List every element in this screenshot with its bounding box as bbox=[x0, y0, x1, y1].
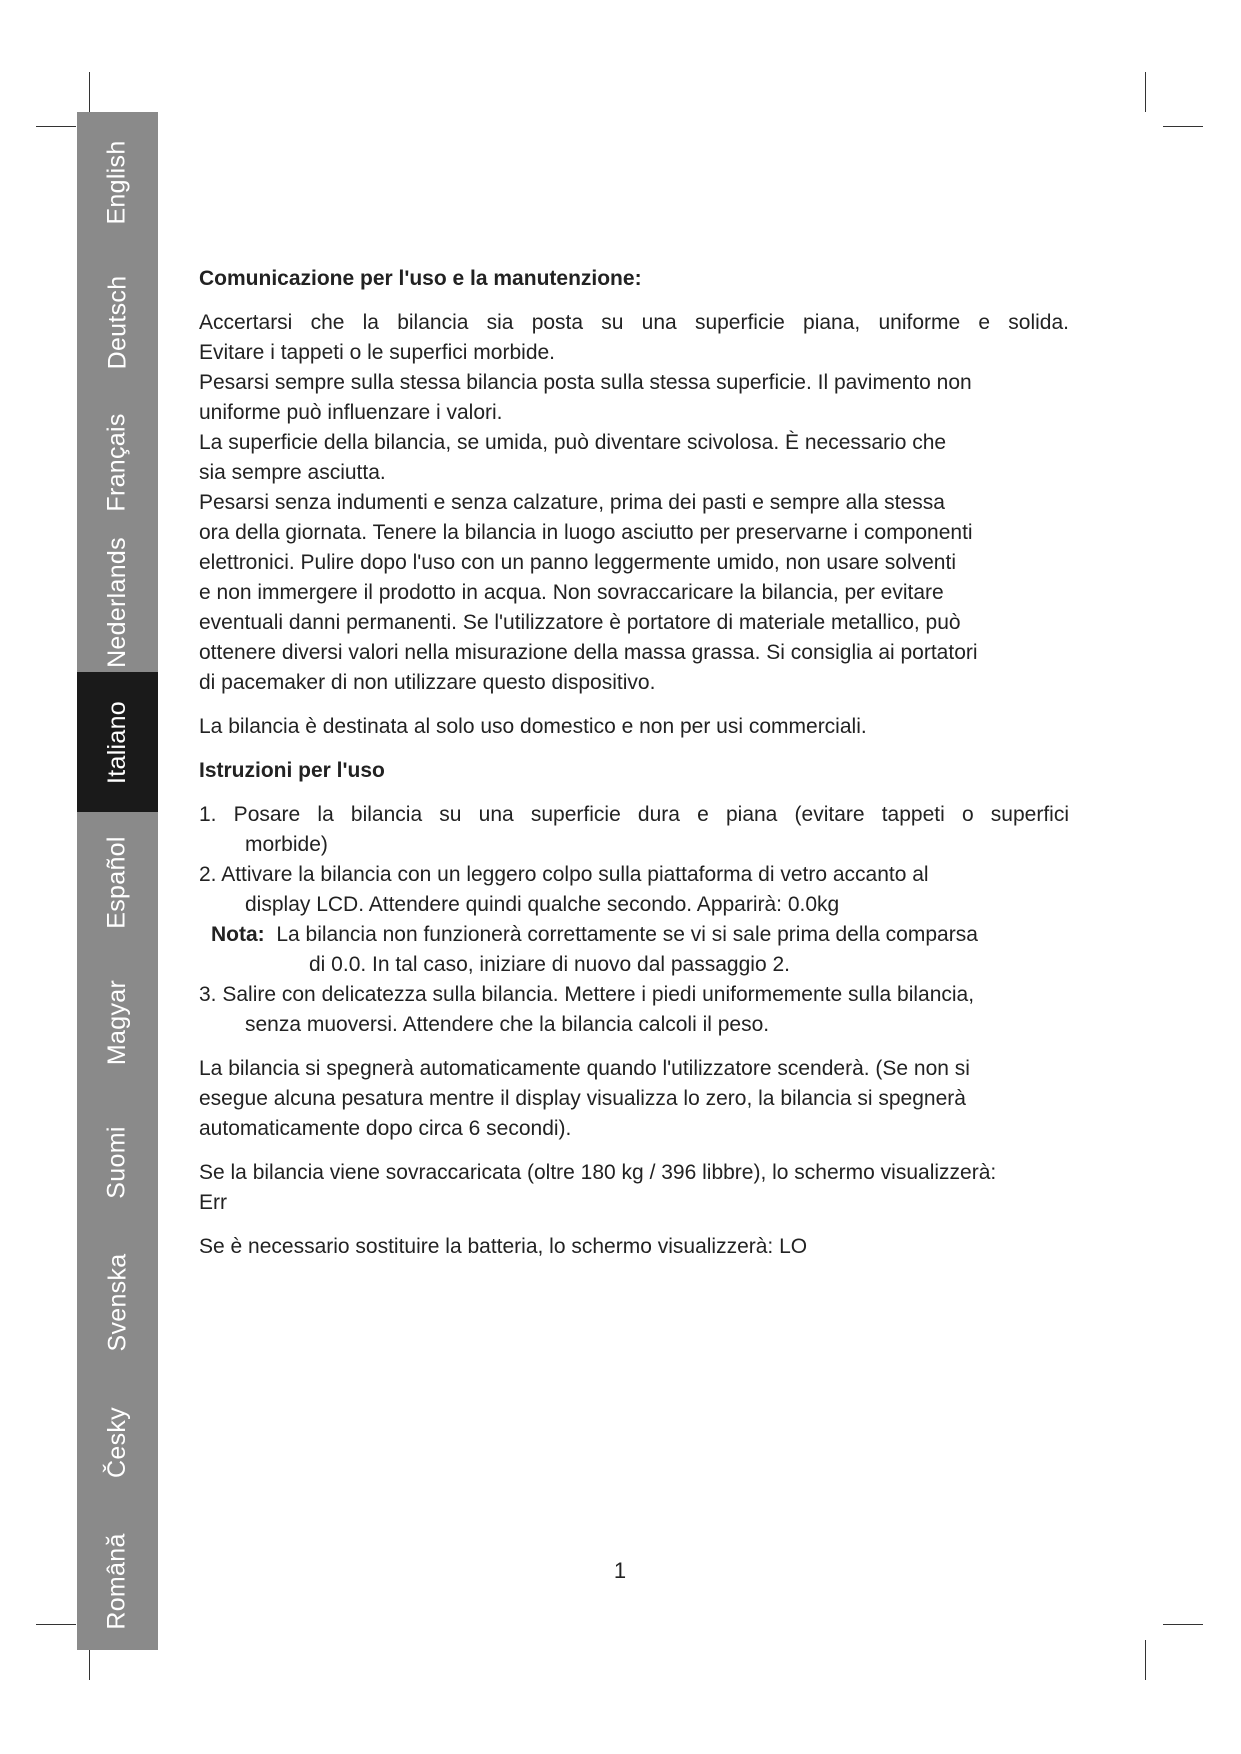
language-tab-deutsch[interactable] bbox=[77, 252, 158, 392]
crop-mark-top-left-horizontal bbox=[36, 126, 76, 127]
language-tab-magyar[interactable] bbox=[77, 952, 158, 1092]
page-number: 1 bbox=[613, 1558, 627, 1583]
crop-mark-bottom-right-vertical bbox=[1145, 1640, 1146, 1680]
language-tab-label: Svenska bbox=[103, 1253, 131, 1351]
crop-mark-bottom-left-horizontal bbox=[36, 1624, 76, 1625]
section-title-instructions: Istruzioni per l'uso bbox=[199, 759, 385, 782]
language-tab-suomi[interactable] bbox=[77, 1092, 158, 1232]
list-item-step-2: 2. Attivare la bilancia con un leggero colpo sulla piattaforma di vetro accanto al bbox=[199, 863, 929, 886]
language-tab-label: Nederlands bbox=[103, 536, 132, 668]
list-item-step-1: 1. Posare la bilancia su una superficie dura e piana (evitare tappeti o superfici bbox=[199, 803, 1069, 826]
language-tab-label: Česky bbox=[103, 1406, 131, 1478]
instructions-list bbox=[199, 800, 1069, 1040]
crop-mark-top-right-horizontal bbox=[1163, 126, 1203, 127]
language-tab-nederlands[interactable] bbox=[77, 532, 158, 672]
text-line: Evitare i tappeti o le superfici morbide. bbox=[199, 341, 556, 364]
language-tab-english[interactable] bbox=[77, 112, 158, 252]
crop-mark-bottom-right-horizontal bbox=[1163, 1624, 1203, 1625]
text-line: Accertarsi che la bilancia sia posta su una superficie piana, uniforme e solida. bbox=[199, 311, 1069, 334]
text-line: elettronici. Pulire dopo l'uso con un panno leggermente umido, non usare solventi bbox=[199, 551, 956, 574]
text-line: ottenere diversi valori nella misurazione della massa grassa. Si consiglia ai portatori bbox=[199, 641, 978, 664]
note-label: Nota: bbox=[211, 923, 265, 946]
language-tab-label: Suomi bbox=[103, 1125, 131, 1199]
crop-mark-top-left-vertical bbox=[89, 72, 90, 112]
language-tab-svenska[interactable] bbox=[77, 1232, 158, 1372]
text-line: La bilancia si spegnerà automaticamente quando l'utilizzatore scenderà. (Se non si bbox=[199, 1057, 970, 1080]
text-line: La superficie della bilancia, se umida, può diventare scivolosa. È necessario che bbox=[199, 431, 947, 454]
language-tab-francais[interactable] bbox=[77, 392, 158, 532]
note-continuation: di 0.0. In tal caso, iniziare di nuovo dal passaggio 2. bbox=[309, 953, 790, 976]
language-tab-label: Deutsch bbox=[103, 275, 131, 369]
text-line: Pesarsi sempre sulla stessa bilancia posta sulla stessa superficie. Il pavimento non bbox=[199, 371, 972, 394]
text-line: di pacemaker di non utilizzare questo dispositivo. bbox=[199, 671, 656, 694]
crop-mark-top-right-vertical bbox=[1145, 72, 1146, 112]
text-line: automaticamente dopo circa 6 secondi). bbox=[199, 1117, 572, 1140]
language-tab-bar bbox=[77, 112, 158, 1650]
text-line: Err bbox=[199, 1191, 227, 1214]
language-tab-label: Italiano bbox=[103, 700, 132, 784]
battery-paragraph: Se è necessario sostituire la batteria, lo schermo visualizzerà: LO bbox=[199, 1235, 808, 1258]
language-tab-label: Română bbox=[103, 1532, 132, 1630]
domestic-use-paragraph: La bilancia è destinata al solo uso domestico e non per usi commerciali. bbox=[199, 715, 867, 738]
language-tab-italiano[interactable] bbox=[77, 672, 158, 812]
auto-off-paragraph bbox=[199, 1054, 1069, 1144]
text-line: Pesarsi senza indumenti e senza calzature, prima dei pasti e sempre alla stessa bbox=[199, 491, 945, 514]
language-tab-espanol[interactable] bbox=[77, 812, 158, 952]
list-item-step-3: 3. Salire con delicatezza sulla bilancia. Mettere i piedi uniformemente sulla bilancia, bbox=[199, 983, 975, 1006]
text-line: sia sempre asciutta. bbox=[199, 461, 386, 484]
language-tab-romana[interactable] bbox=[77, 1512, 158, 1650]
text-line: esegue alcuna pesatura mentre il display visualizza lo zero, la bilancia si spegnerà bbox=[199, 1087, 966, 1110]
note-text: La bilancia non funzionerà correttamente se vi si sale prima della comparsa bbox=[276, 923, 978, 946]
maintenance-paragraph bbox=[199, 308, 1069, 698]
text-line: Se la bilancia viene sovraccaricata (oltre 180 kg / 396 libbre), lo schermo visualizzerà: bbox=[199, 1161, 997, 1184]
note-line bbox=[199, 920, 1069, 950]
text-line: uniforme può influenzare i valori. bbox=[199, 401, 503, 424]
language-tab-label: Español bbox=[103, 835, 132, 929]
text-line: ora della giornata. Tenere la bilancia in luogo asciutto per preservarne i componenti bbox=[199, 521, 973, 544]
language-tab-label: Magyar bbox=[103, 979, 132, 1065]
list-item-step-3-continuation: senza muoversi. Attendere che la bilancia calcoli il peso. bbox=[245, 1013, 770, 1036]
language-tab-label: English bbox=[103, 139, 132, 225]
section-title-maintenance: Comunicazione per l'uso e la manutenzione: bbox=[199, 267, 642, 290]
list-item-step-2-continuation: display LCD. Attendere quindi qualche secondo. Apparirà: 0.0kg bbox=[245, 893, 840, 916]
list-item-step-1-continuation: morbide) bbox=[245, 833, 328, 856]
language-tab-label: Français bbox=[103, 412, 132, 512]
text-line: eventuali danni permanenti. Se l'utilizzatore è portatore di materiale metallico, può bbox=[199, 611, 961, 634]
language-tab-cesky[interactable] bbox=[77, 1372, 158, 1512]
text-line: e non immergere il prodotto in acqua. Non sovraccaricare la bilancia, per evitare bbox=[199, 581, 944, 604]
page-content bbox=[199, 264, 1069, 1276]
overload-paragraph bbox=[199, 1158, 1069, 1218]
